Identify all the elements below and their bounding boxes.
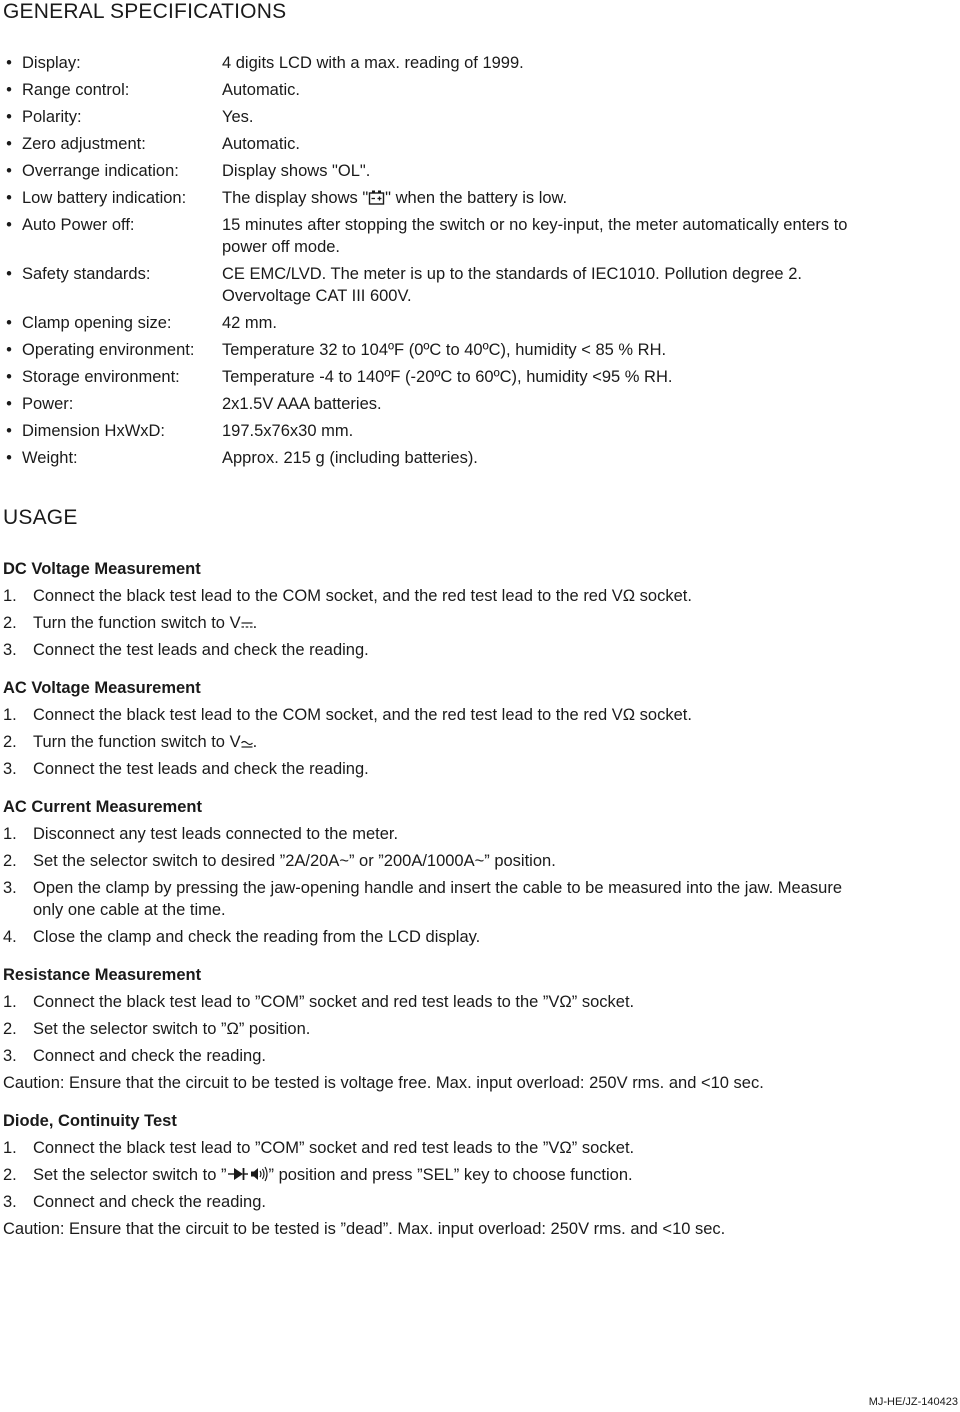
dc-voltage-title: DC Voltage Measurement <box>3 560 201 578</box>
diode-continuity-title: Diode, Continuity Test <box>3 1112 177 1130</box>
spec-label: Storage environment: <box>22 368 180 386</box>
spec-label: Dimension HxWxD: <box>22 422 166 440</box>
general-specifications-heading: GENERAL SPECIFICATIONS <box>3 0 287 23</box>
spec-value: 4 digits LCD with a max. reading of 1999. <box>222 54 524 72</box>
spec-label: Range control: <box>22 81 130 99</box>
spec-label: Display: <box>22 54 81 72</box>
spec-label: Safety standards: <box>22 265 151 283</box>
spec-label: Zero adjustment: <box>22 135 146 153</box>
spec-label: Auto Power off: <box>22 216 135 234</box>
ac-voltage-title: AC Voltage Measurement <box>3 679 201 697</box>
diode-caution: Caution: Ensure that the circuit to be tested is ”dead”. Max. input overload: 250V rms. and <10 sec. <box>3 1220 726 1238</box>
diode-continuity-icon <box>227 1165 269 1189</box>
spec-value: Yes. <box>222 108 254 126</box>
ac-current-title: AC Current Measurement <box>3 798 202 816</box>
spec-label: Operating environment: <box>22 341 195 359</box>
manual-page: GENERAL SPECIFICATIONS • Display: 4 digits LCD with a max. reading of 1999. • Range control: Automatic. • Polarity: Yes. • Zero adjustment: Automatic. • Overrange indication: Display shows "OL". • Low battery indication: The display shows " " when the battery is low. • Auto Power off: 15 minutes after stopping the switch or no key-input, the meter automatically enters to power off mode. • Safety standards: CE EMC/LVD. The meter is up to the standards of IEC1010. Pollution degree 2. Overvoltage CAT III 600V. • Clamp opening size: 42 mm. • Operating environment: Temperature 32 to 104ºF (0ºC to 40ºC), humidity < 85 % RH. • Storage environment: Temperature -4 to 140ºF (-20ºC to 60ºC), humidity <95 % RH. • Power: 2x1.5V AAA batteries. • Dimension HxWxD: 197.5x76x30 mm. • Weight: Approx. 215 g (including batteries). USAGE DC Voltage Measurement 1. Connect the black test lead to the COM socket, and the red test lead to the red VΩ socket. 2. Turn the function switch to V . 3. Connect the test leads and check the reading. AC Voltage Measurement 1. Connect the black test lead to the COM socket, and the red test lead to the red VΩ socket. 2. Turn the function switch to V . 3. Connect the test leads and check the reading. AC Current Measurement 1. Disconnect any test leads connected to the meter. 2. Set the selector switch to desired ”2A/20A~” or ”200A/1000A~” position. 3. Open the clamp by pressing the jaw-opening handle and insert the cable to be measured into the jaw. Measure only one cable at the time. 4. Close the clamp and check the reading from the LCD display. Resistance Measurement 1. Connect the black test lead to ”COM” socket and red test leads to the ”VΩ” socket. 2. Set the selector switch to ”Ω” position. 3. Connect and check the reading. Caution: Ensure that the circuit to be tested is voltage free. Max. input overload: 250V rms. and <10 sec. Diode, Continuity Test 1. Connect the black test lead to ”COM” socket and red test leads to the ”VΩ” socket. 2. Set the selector switch to ” ” position and press ”SEL” key to choose function. 3. Connect and check the reading. Caution: Ensure that the circuit to be tested is ”dead”. Max. input overload: 250V rms. and <10 sec. MJ-HE/JZ-140423 <box>3 0 958 1408</box>
spec-label: Polarity: <box>22 108 82 126</box>
spec-label: Power: <box>22 395 74 413</box>
spec-label: Clamp opening size: <box>22 314 172 332</box>
spec-value: Temperature -4 to 140ºF (-20ºC to 60ºC), humidity <95 % RH. <box>222 368 673 386</box>
spec-label: Overrange indication: <box>22 162 179 180</box>
spec-value: Automatic. <box>222 81 300 99</box>
spec-value: The display shows " " when the battery is low. <box>222 187 852 212</box>
ac-voltage-icon <box>241 734 253 756</box>
usage-heading: USAGE <box>3 506 78 529</box>
spec-label: Low battery indication: <box>22 189 187 207</box>
spec-value: Approx. 215 g (including batteries). <box>222 449 478 467</box>
spec-value: 15 minutes after stopping the switch or no key-input, the meter automatically enters to power off mode. <box>222 216 848 256</box>
spec-value: Temperature 32 to 104ºF (0ºC to 40ºC), humidity < 85 % RH. <box>222 341 667 359</box>
spec-value: Automatic. <box>222 135 300 153</box>
spec-value: 42 mm. <box>222 314 278 332</box>
resistance-title: Resistance Measurement <box>3 966 202 984</box>
battery-icon <box>368 189 385 212</box>
spec-value: 2x1.5V AAA batteries. <box>222 395 382 413</box>
document-code: MJ-HE/JZ-140423 <box>868 1396 958 1408</box>
spec-value: Display shows "OL". <box>222 162 371 180</box>
spec-value: 197.5x76x30 mm. <box>222 422 354 440</box>
spec-label: Weight: <box>22 449 78 467</box>
resistance-caution: Caution: Ensure that the circuit to be tested is voltage free. Max. input overload: 250V rms. and <10 sec. <box>3 1074 764 1092</box>
spec-value: CE EMC/LVD. The meter is up to the standards of IEC1010. Pollution degree 2. Overvoltage CAT III 600V. <box>222 265 802 305</box>
dc-voltage-icon <box>241 615 253 637</box>
